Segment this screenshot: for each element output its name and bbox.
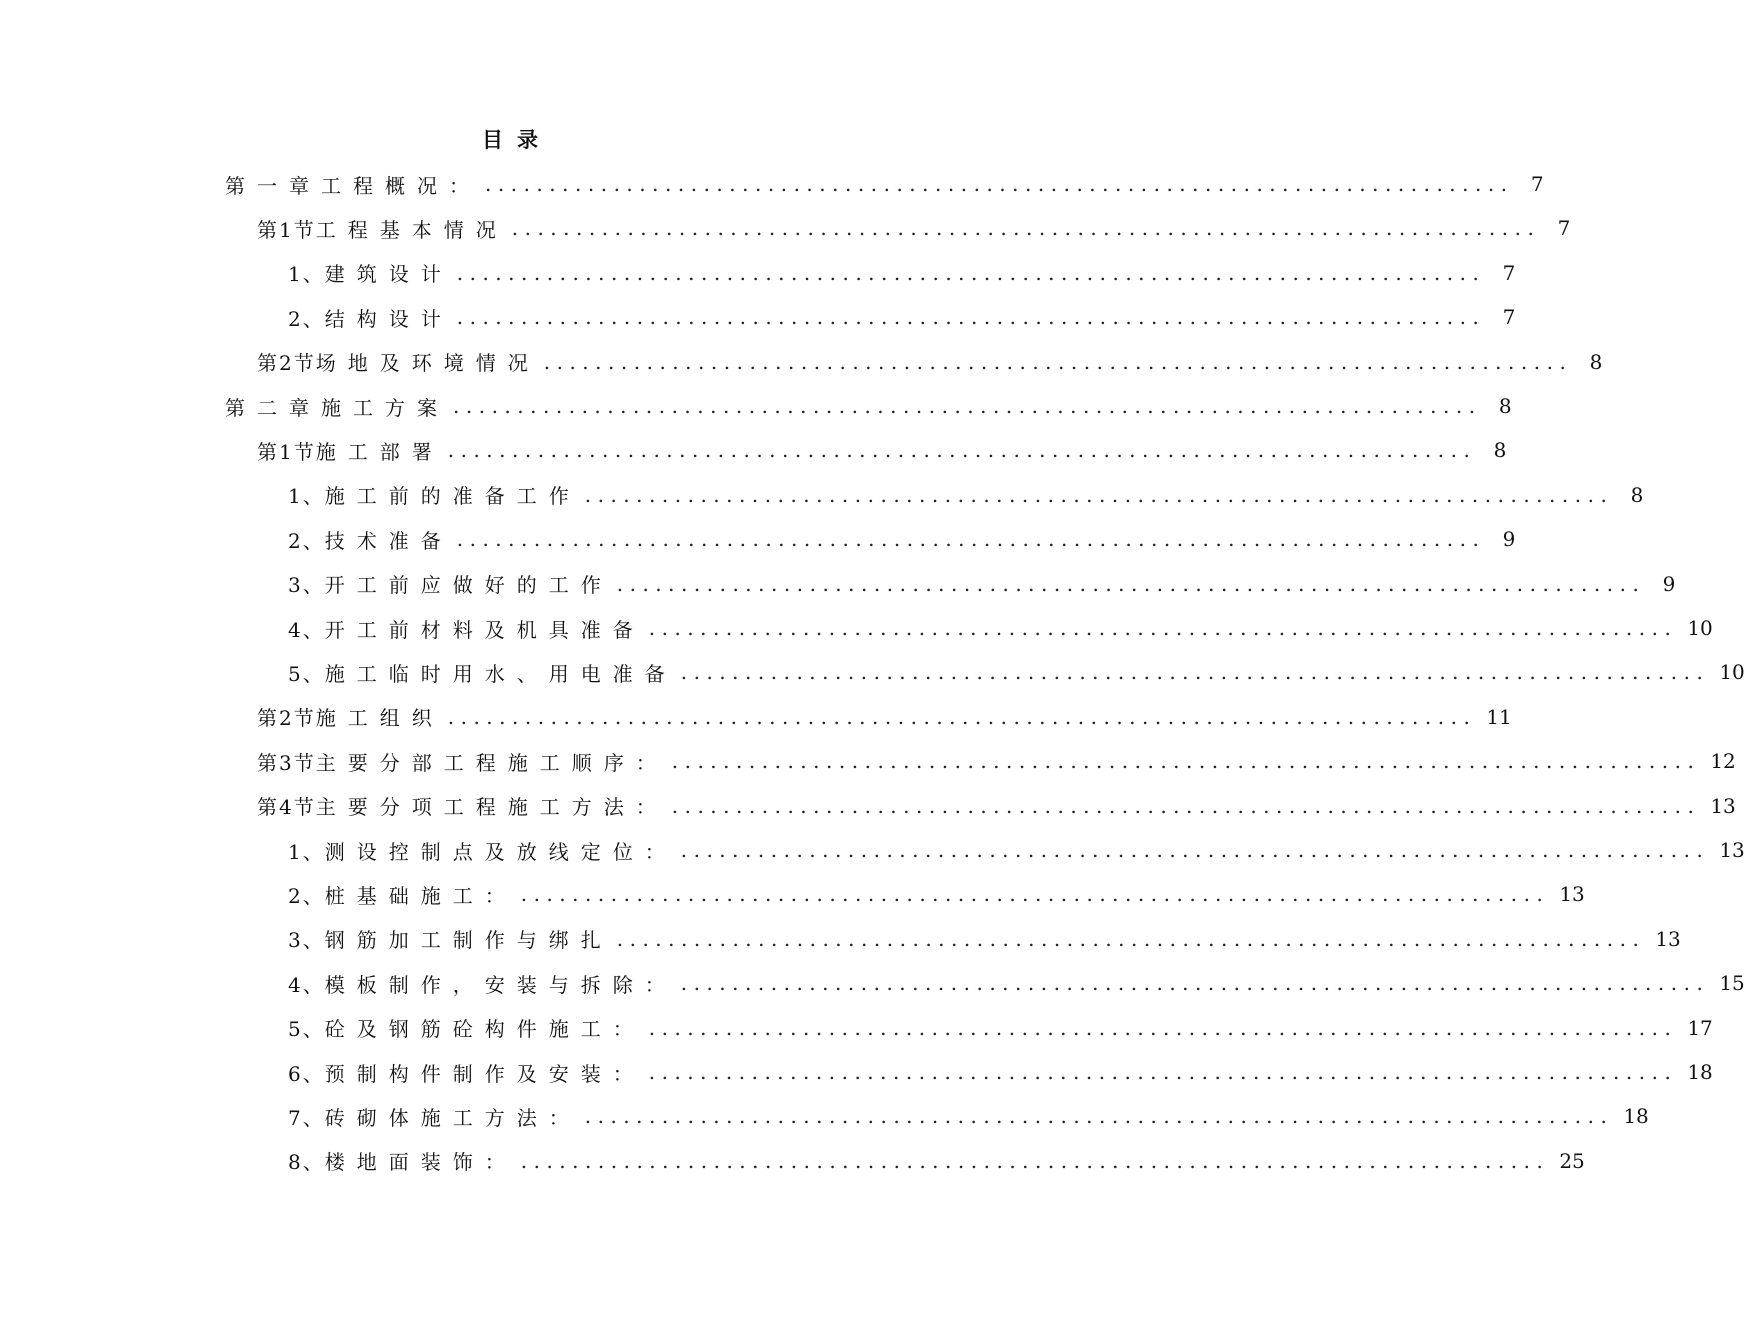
toc-entry-number: 2、 <box>288 306 325 331</box>
toc-leader-dots: ................................................................................ <box>543 349 1573 374</box>
toc-entry[interactable] <box>288 297 1516 337</box>
toc-leader-dots: ................................................................................ <box>447 704 1477 729</box>
toc-entry-number: 1、 <box>288 262 325 287</box>
toc-entry-title: 施工前的准备工作 <box>324 484 581 509</box>
toc-entry-page: 9 <box>1502 527 1516 552</box>
toc-entry-page: 10 <box>1719 660 1745 685</box>
toc-entry-title: 施工临时用水、用电准备 <box>324 661 677 686</box>
toc-entry-page: 25 <box>1559 1148 1585 1173</box>
toc-entry-number: 7、 <box>288 1105 325 1130</box>
toc-entry[interactable] <box>257 697 1512 737</box>
toc-entry-number: 2、 <box>288 883 325 908</box>
toc-entry[interactable] <box>288 475 1644 515</box>
toc-entry-title: 主要分部工程施工顺序： <box>315 750 668 775</box>
toc-leader-dots: ................................................................................ <box>648 1015 1678 1040</box>
toc-leader-dots: ................................................................................ <box>485 172 1514 196</box>
toc-entry-page: 13 <box>1710 793 1736 818</box>
toc-entry[interactable] <box>288 874 1585 914</box>
toc-entry-number: 4、 <box>288 972 325 997</box>
toc-entry-number: 第二章 <box>225 395 321 420</box>
toc-entry-title: 结构设计 <box>324 306 453 331</box>
toc-entry-number: 第1节 <box>257 439 316 464</box>
toc-leader-dots: ................................................................................ <box>671 793 1701 818</box>
toc-entry[interactable] <box>288 919 1681 959</box>
toc-entry-page: 8 <box>1493 438 1507 463</box>
toc-entry[interactable] <box>257 430 1507 470</box>
toc-leader-dots: ................................................................................ <box>456 527 1486 552</box>
toc-leader-dots: ................................................................................ <box>511 216 1541 241</box>
toc-entry[interactable] <box>257 208 1571 248</box>
toc-entry-number: 1、 <box>288 839 325 864</box>
toc-leader-dots: ................................................................................ <box>680 838 1710 862</box>
toc-leader-dots: ................................................................................ <box>453 394 1482 418</box>
toc-entry-title: 楼地面装饰： <box>324 1150 517 1175</box>
toc-entry-title: 主要分项工程施工方法： <box>315 795 668 820</box>
toc-entry-page: 10 <box>1687 616 1713 640</box>
toc-entry-page: 13 <box>1559 882 1585 907</box>
toc-entry-number: 3、 <box>288 928 325 953</box>
toc-entry-number: 4、 <box>288 617 325 642</box>
toc-entry[interactable] <box>288 652 1745 692</box>
toc-entry-title: 工程基本情况 <box>315 217 508 242</box>
toc-entry-title: 开工前材料及机具准备 <box>324 617 645 642</box>
toc-leader-dots: ................................................................................ <box>680 971 1710 996</box>
toc-entry-page: 18 <box>1623 1104 1649 1129</box>
toc-entry[interactable] <box>225 386 1512 426</box>
toc-entry-title: 测设控制点及放线定位： <box>324 839 677 864</box>
toc-entry-number: 第4节 <box>257 795 316 820</box>
toc-entry-number: 5、 <box>288 661 325 686</box>
toc-entry-title: 模板制作，安装与拆除： <box>324 972 677 997</box>
toc-entry-page: 8 <box>1498 394 1512 418</box>
toc-entry-page: 17 <box>1687 1015 1713 1040</box>
toc-entry-number: 3、 <box>288 573 325 598</box>
toc-leader-dots: ................................................................................ <box>616 571 1646 596</box>
toc-entry[interactable] <box>288 564 1676 604</box>
toc-entry[interactable] <box>288 1052 1713 1092</box>
toc-entry-number: 8、 <box>288 1150 325 1175</box>
toc-entry-title: 砖砌体施工方法： <box>324 1105 581 1130</box>
toc-leader-dots: ................................................................................ <box>648 616 1678 640</box>
toc-entry-number: 第2节 <box>257 706 316 731</box>
toc-entry-page: 7 <box>1502 305 1516 330</box>
toc-leader-dots: ................................................................................ <box>616 926 1646 951</box>
toc-entry-title: 施工部署 <box>315 439 444 464</box>
toc-entry-page: 8 <box>1630 482 1644 507</box>
toc-entry-number: 5、 <box>288 1017 325 1042</box>
toc-entry-title: 建筑设计 <box>324 262 453 287</box>
toc-entry[interactable] <box>288 830 1745 870</box>
toc-leader-dots: ................................................................................ <box>648 1060 1678 1084</box>
toc-entry-title: 桩基础施工： <box>324 883 517 908</box>
toc-leader-dots: ................................................................................ <box>520 1148 1550 1173</box>
toc-entry-page: 7 <box>1530 172 1544 196</box>
toc-entry-page: 13 <box>1655 926 1681 951</box>
toc-entry-number: 1、 <box>288 484 325 509</box>
toc-entry-number: 第2节 <box>257 351 316 376</box>
toc-entry-page: 7 <box>1557 216 1571 241</box>
toc-leader-dots: ................................................................................ <box>447 438 1477 463</box>
toc-entry[interactable] <box>288 608 1713 648</box>
toc-entry[interactable] <box>257 741 1736 781</box>
toc-entry-title: 开工前应做好的工作 <box>324 573 613 598</box>
toc-entry-page: 7 <box>1502 260 1516 285</box>
toc-entry-number: 6、 <box>288 1061 325 1086</box>
toc-entry[interactable] <box>288 1096 1649 1136</box>
toc-entry-number: 第3节 <box>257 750 316 775</box>
toc-entry[interactable] <box>288 1141 1585 1181</box>
toc-entry-number: 第1节 <box>257 217 316 242</box>
toc-entry-page: 13 <box>1719 838 1745 862</box>
toc-leader-dots: ................................................................................ <box>520 882 1550 907</box>
toc-entry[interactable] <box>257 786 1736 826</box>
toc-entry-page: 8 <box>1589 349 1603 374</box>
toc-entry-title: 砼及钢筋砼构件施工： <box>324 1017 645 1042</box>
toc-leader-dots: ................................................................................ <box>584 482 1614 507</box>
toc-entry-page: 15 <box>1719 971 1745 996</box>
toc-entry[interactable] <box>225 164 1544 204</box>
toc-entry-title: 钢筋加工制作与绑扎 <box>324 928 613 953</box>
toc-leader-dots: ................................................................................ <box>584 1104 1614 1129</box>
toc-entry-number: 第一章 <box>225 173 321 198</box>
toc-entry-title: 预制构件制作及安装： <box>324 1061 645 1086</box>
toc-entry-page: 9 <box>1662 571 1676 596</box>
toc-entry[interactable] <box>288 1008 1713 1048</box>
toc-entry-page: 11 <box>1486 704 1512 729</box>
toc-leader-dots: ................................................................................ <box>671 749 1701 774</box>
toc-leader-dots: ................................................................................ <box>680 660 1710 685</box>
toc-entry-title: 场地及环境情况 <box>315 351 540 376</box>
toc-title: 目录 <box>482 127 552 152</box>
toc-entry[interactable] <box>257 342 1603 382</box>
toc-entry[interactable] <box>288 253 1516 293</box>
toc-entry-title: 工程概况： <box>321 173 481 198</box>
toc-entry-page: 12 <box>1710 749 1736 774</box>
toc-entry-title: 技术准备 <box>324 528 453 553</box>
toc-leader-dots: ................................................................................ <box>456 260 1486 285</box>
toc-entry-number: 2、 <box>288 528 325 553</box>
toc-leader-dots: ................................................................................ <box>456 305 1486 330</box>
toc-entry-page: 18 <box>1687 1060 1713 1084</box>
toc-entry-title: 施工组织 <box>315 706 444 731</box>
toc-entry-title: 施工方案 <box>321 395 449 420</box>
toc-entry[interactable] <box>288 963 1745 1003</box>
toc-entry[interactable] <box>288 519 1516 559</box>
